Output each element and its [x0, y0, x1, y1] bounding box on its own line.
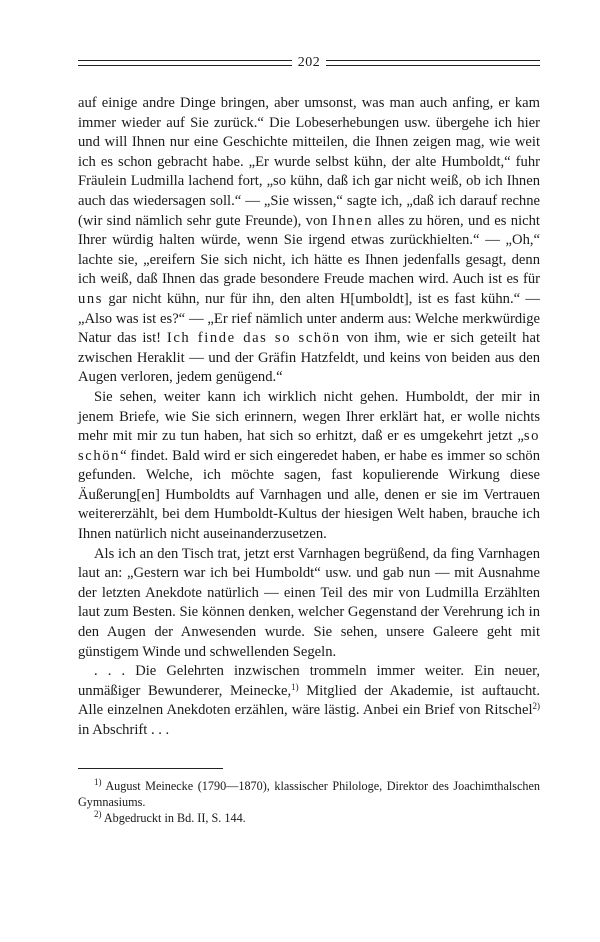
spaced-emphasis: Ihnen	[331, 212, 374, 229]
text-run: Mitglied der Akademie, ist auftaucht. Alle einzelnen Anekdoten erzählen, wäre lästig. Anbei ein Brief von Ritschel	[78, 682, 540, 719]
footnote-ref-1: 1)	[291, 681, 299, 692]
text-run: in Abschrift . . .	[78, 722, 170, 738]
text-run: alles zu hören, und es nicht Ihrer würdig halten würde, wenn Sie irgend etwas zurückhielten.“ — „Oh,“ lachte sie, „ereifern Sie sich nicht, ich hätte es Ihnen jedenfalls gesagt, denn ich weiß, daß Ihnen das grade besondere Freude machen wird. Auch ist es für	[78, 212, 540, 288]
footnote-mark: 2)	[94, 808, 102, 819]
main-text	[78, 94, 540, 741]
footnote-ref-2: 2)	[532, 701, 540, 712]
footnote-2	[78, 810, 540, 826]
paragraph-2	[78, 388, 540, 545]
text-run: von ihm, wie er sich geteilt hat zwischen Heraklit — und der Gräfin Hatzfeldt, und keins von beiden aus den Augen verloren, jedem genügend.“	[78, 330, 541, 386]
page-header	[78, 50, 540, 76]
text-run: . . . Die Gelehrten inzwischen trommeln immer weiter. Ein neuer, unmäßiger Bewunderer, Meinecke,	[78, 663, 540, 699]
text-run: auf einige andre Dinge bringen, aber umsonst, was man auch anfing, er kam immer wieder auf Sie zurück.“ Die Lobeserhebungen usw. übergehe ich hier und will Ihnen nur eine Geschichte mitteilen, die Ihnen zeigen mag, wie weit ich es schon gebracht habe. „Er wurde selbst kühn, der alte Humboldt,“ fuhr Fräulein Ludmilla lachend fort, „so kühn, daß ich gar nicht weiß, ob ich Ihnen auch das wiedersagen soll.“ — „Sie wissen,“ sagte ich, „daß ich darauf rechne (wir sind nämlich sehr gute Freunde), von	[78, 95, 540, 229]
spaced-emphasis: Ich finde das so schön	[166, 330, 341, 347]
footnotes	[78, 778, 540, 826]
page-number: 202	[297, 55, 321, 70]
paragraph-4	[78, 662, 540, 740]
footnote-separator	[78, 768, 223, 769]
header-rule-left	[78, 60, 292, 66]
paragraph-1	[78, 94, 540, 388]
footnote-1	[78, 778, 540, 810]
footnote-text: Abgedruckt in Bd. II, S. 144.	[101, 810, 246, 825]
text-run: Sie sehen, weiter kann ich wirklich nicht gehen. Humboldt, der mir in jenem Briefe, wie Sie sich erinnern, wegen Ihrer erklärt hat, er wolle nichts mehr mit mir zu tun haben, hat sich so erhitzt, daß er es umgekehrt jetzt „	[78, 388, 540, 445]
spaced-emphasis: so schön	[78, 428, 540, 464]
text-run: gar nicht kühn, nur für ihn, den alten H[umboldt], ist es fast kühn.“ — „Also was ist es?“ — „Er rief nämlich unter anderm aus: Welche merkwürdige Natur das ist!	[78, 290, 540, 347]
text-run: “ findet. Bald wird er sich eingeredet haben, er habe es immer so schön gefunden. Welche, ich möchte sagen, fast kopulierende Wirkung diese Äußerung[en] Humboldts auf Varnhagen und alle, denen er sie im Vertrauen weitererzählt, bei dem Humboldt-Kultus der hiesigen Welt haben, brauche ich Ihnen natürlich nicht auseinanderzusetzen.	[78, 447, 540, 543]
spaced-emphasis: uns	[78, 290, 104, 307]
book-page	[78, 50, 540, 826]
footnote-text: August Meinecke (1790—1870), klassischer Philologe, Direktor des Joachimthalschen Gymnasiums.	[78, 778, 540, 809]
footnote-mark: 1)	[94, 776, 102, 787]
paragraph-3: Als ich an den Tisch trat, jetzt erst Varnhagen begrüßend, da fing Varnhagen laut an: „Gestern war ich bei Humboldt“ usw. und gab nun — mit Ausnahme der letzten Anekdote natürlich — einen Teil des mir von Ludmilla Erzählten laut zum Besten. Sie können denken, welcher Gegenstand der Verehrung ich in den Augen der Anwesenden wurde. Sie sehen, unsere Galeere geht mit günstigem Winde und schwellenden Segeln.	[78, 545, 540, 660]
header-rule-right	[326, 60, 540, 66]
